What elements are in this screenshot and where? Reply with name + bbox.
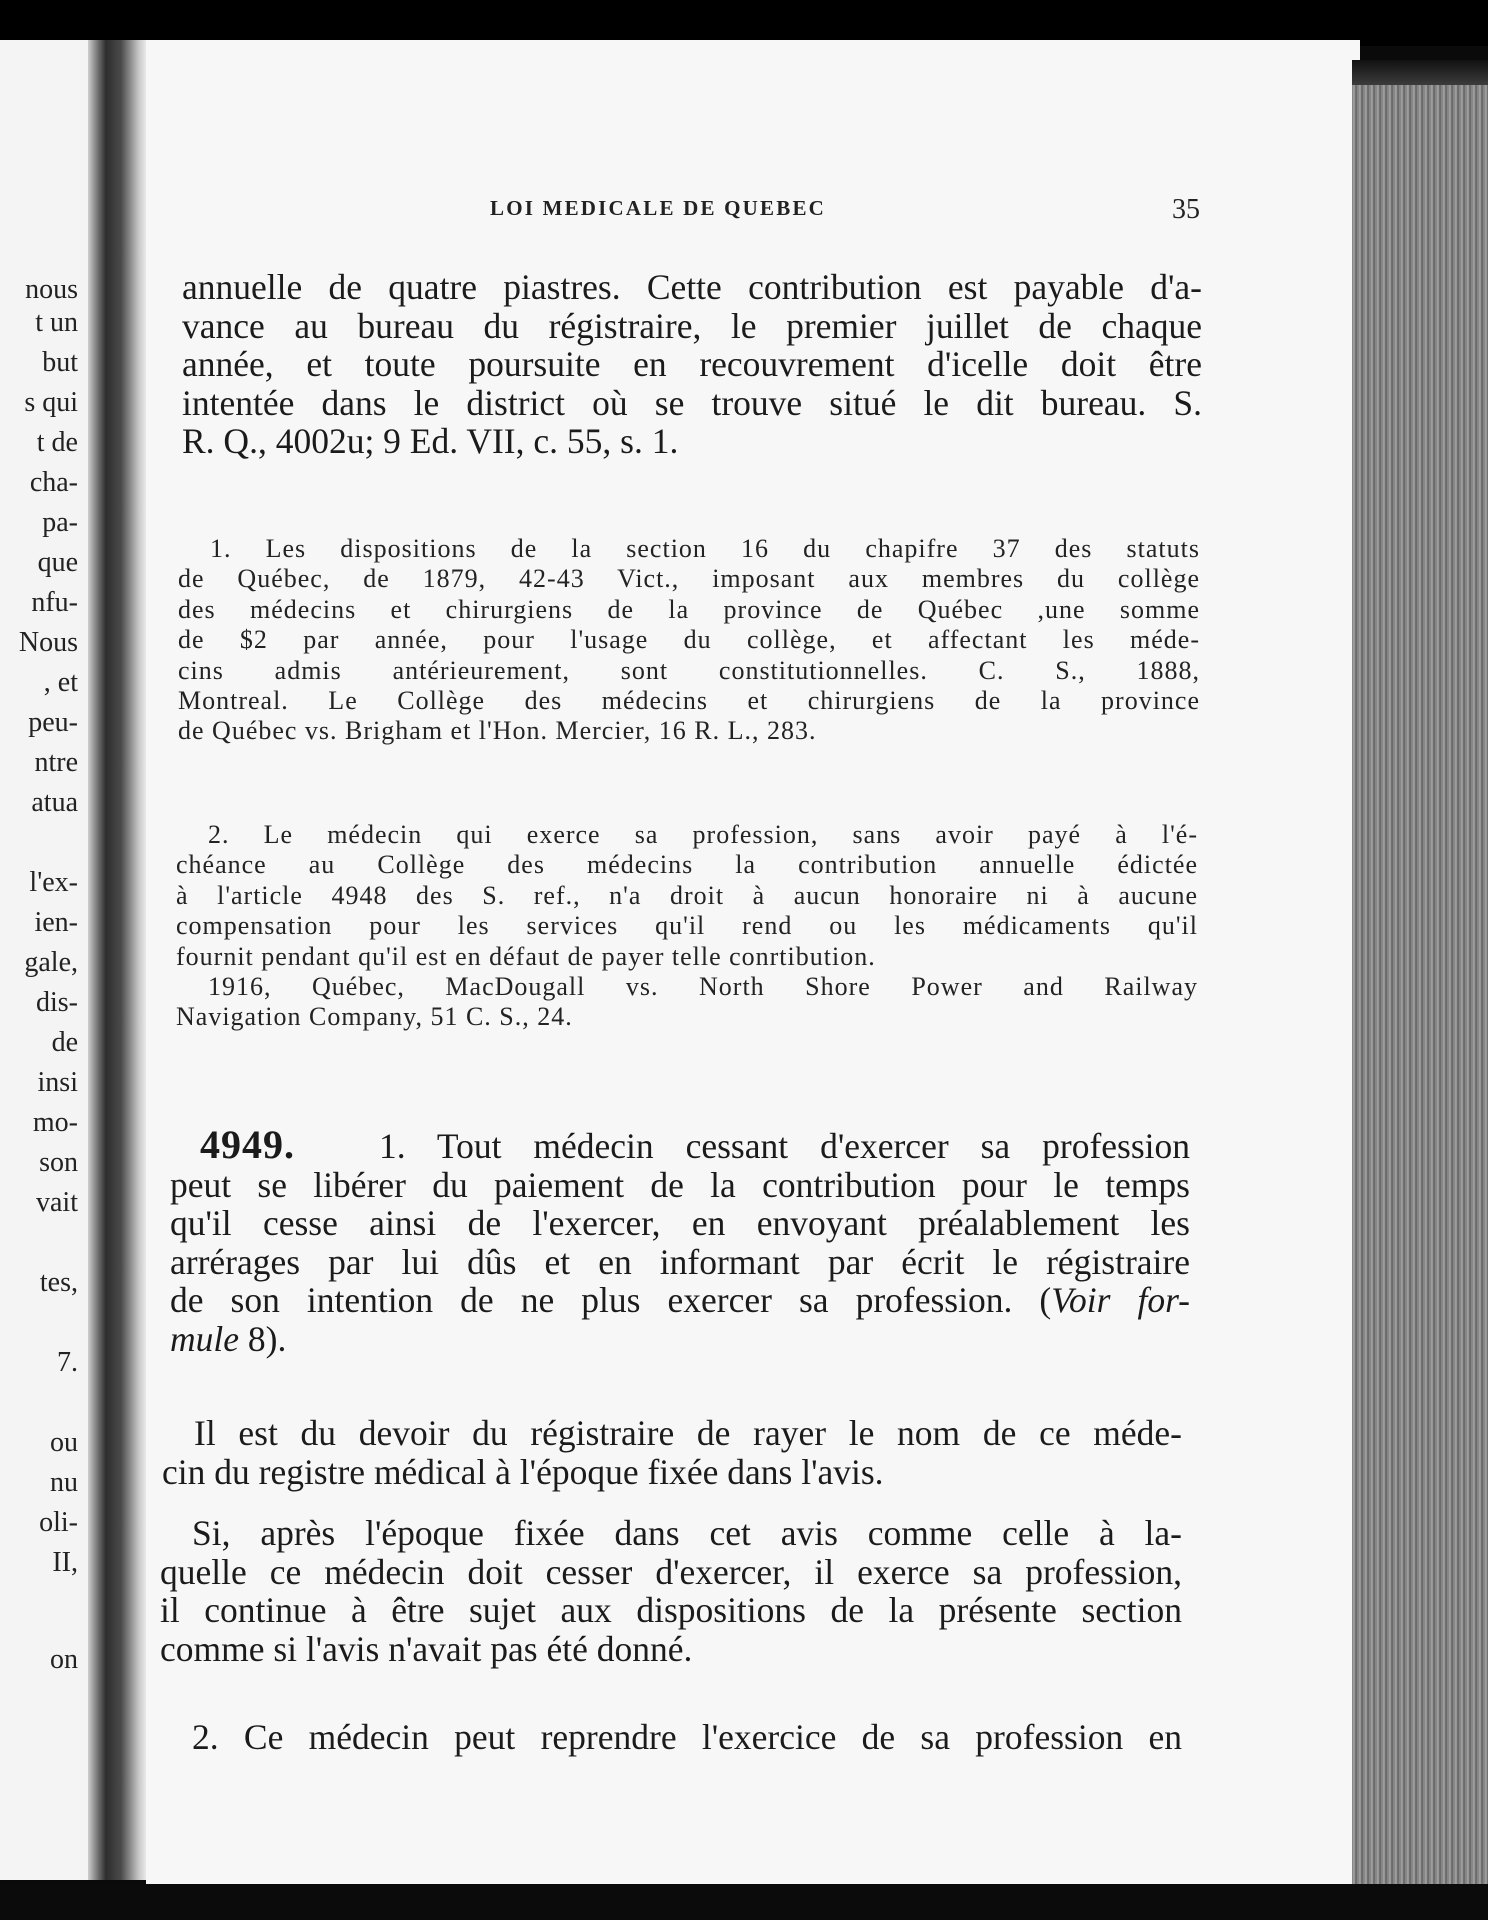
fragment: gale, bbox=[24, 947, 78, 978]
fragment: pa- bbox=[42, 507, 78, 538]
fragment: ien- bbox=[34, 907, 78, 938]
fragment: but bbox=[42, 347, 78, 378]
paragraph-continued bbox=[182, 268, 1202, 461]
text-line: quelle ce médecin doit cesser d'exercer, il exerce sa profession, bbox=[160, 1551, 1182, 1592]
text-line: cin du registre médical à l'époque fixée dans l'avis. bbox=[162, 1451, 884, 1492]
note-line: Montreal. Le Collège des médecins et chirurgiens de la province bbox=[178, 686, 1200, 716]
text-line bbox=[170, 1320, 1190, 1359]
fragment: insi bbox=[37, 1067, 78, 1098]
note-line: de $2 par année, pour l'usage du collège, et affectant les méde- bbox=[178, 625, 1200, 655]
note-line: 2. Le médecin qui exerce sa profession, sans avoir payé à l'é- bbox=[208, 820, 1198, 849]
note-line: Navigation Company, 51 C. S., 24. bbox=[176, 1002, 573, 1032]
fragment: peu- bbox=[28, 707, 78, 738]
fragment: ou bbox=[50, 1427, 78, 1458]
cross-reference: Voir for- bbox=[1051, 1280, 1190, 1320]
article-number: 4949. bbox=[200, 1122, 295, 1167]
article-first-line bbox=[170, 1122, 1191, 1167]
text-line: annuelle de quatre piastres. Cette contribution est payable d'a- bbox=[182, 267, 1202, 307]
fragment: t un bbox=[35, 307, 78, 338]
text-line: Si, après l'époque fixée dans cet avis comme celle à la- bbox=[192, 1513, 1182, 1553]
text-line: vance au bureau du régistraire, le premier juillet de chaque bbox=[182, 305, 1202, 346]
fragment: nfu- bbox=[31, 587, 78, 618]
note-line: cins admis antérieurement, sont constitutionnelles. C. S., 1888, bbox=[178, 655, 1200, 685]
facing-page-text-fragments bbox=[0, 40, 78, 1880]
fragment: mo- bbox=[32, 1107, 78, 1138]
fragment: oli- bbox=[39, 1507, 78, 1538]
page-number: 35 bbox=[1172, 194, 1200, 225]
fragment: tes, bbox=[39, 1267, 78, 1298]
text-fragment: de son intention de ne plus exercer sa profession. ( bbox=[170, 1280, 1052, 1320]
note-line: à l'article 4948 des S. ref., n'a droit à aucun honoraire ni à aucune bbox=[176, 880, 1198, 910]
fragment: , et bbox=[43, 667, 78, 698]
cross-reference: mule bbox=[170, 1318, 240, 1359]
text-line: Il est du devoir du régistraire de rayer le nom de ce méde- bbox=[194, 1413, 1182, 1453]
fragment: l'ex- bbox=[29, 867, 78, 898]
paragraph-4 bbox=[160, 1514, 1182, 1668]
article-4949 bbox=[170, 1122, 1191, 1359]
running-head: LOI MEDICALE DE QUEBEC bbox=[490, 196, 827, 220]
note-line: fournit pendant qu'il est en défaut de payer telle conrtibution. bbox=[176, 941, 876, 971]
fragment: son bbox=[39, 1147, 78, 1178]
paragraph-5 bbox=[160, 1718, 1182, 1757]
fragment: II, bbox=[52, 1547, 78, 1578]
fragment: nu bbox=[50, 1467, 78, 1498]
note-line: de Québec, de 1879, 42-43 Vict., imposant aux membres du collège bbox=[178, 564, 1200, 594]
fragment: vait bbox=[36, 1187, 78, 1218]
text-line: il continue à être sujet aux dispositions de la présente section bbox=[160, 1590, 1182, 1630]
paragraph-3 bbox=[162, 1414, 1182, 1491]
text-line: R. Q., 4002u; 9 Ed. VII, c. 55, s. 1. bbox=[182, 421, 679, 461]
text-line: intentée dans le district où se trouve situé le dit bureau. S. bbox=[182, 382, 1202, 423]
text-line: arrérages par lui dûs et en informant par écrit le régistraire bbox=[170, 1241, 1190, 1282]
fragment: dis- bbox=[36, 987, 78, 1018]
note-line: compensation pour les services qu'il rend ou les médicaments qu'il bbox=[176, 911, 1198, 941]
fragment: t de bbox=[36, 427, 78, 458]
text-line: qu'il cesse ainsi de l'exercer, en envoyant préalablement les bbox=[170, 1203, 1190, 1243]
fragment: on bbox=[50, 1644, 78, 1675]
note-line: des médecins et chirurgiens de la province de Québec ,une somme bbox=[178, 594, 1200, 624]
text-fragment: 8). bbox=[239, 1318, 287, 1359]
fragment: 7. bbox=[57, 1347, 78, 1378]
book-gutter bbox=[88, 40, 148, 1880]
fragment: nous bbox=[25, 274, 78, 305]
text-line bbox=[170, 1281, 1190, 1320]
text-line: année, et toute poursuite en recouvrement d'icelle doit être bbox=[182, 344, 1202, 384]
fragment: que bbox=[37, 547, 78, 578]
fragment: ntre bbox=[34, 747, 78, 778]
note-line: 1916, Québec, MacDougall vs. North Shore Power and Railway bbox=[208, 972, 1198, 1002]
fragment: cha- bbox=[29, 467, 78, 498]
fragment: atua bbox=[31, 787, 78, 818]
note-line: chéance au Collège des médecins la contribution annuelle édictée bbox=[176, 850, 1198, 880]
note-line: 1. Les dispositions de la section 16 du chapifre 37 des statuts bbox=[210, 534, 1200, 563]
fragment: de bbox=[51, 1027, 78, 1058]
text-fragment: 1. Tout médecin cessant d'exercer sa profession bbox=[378, 1126, 1191, 1166]
text-line: 2. Ce médecin peut reprendre l'exercice de sa profession en bbox=[192, 1717, 1182, 1757]
annotation-note-1 bbox=[178, 534, 1200, 747]
fragment: s qui bbox=[24, 387, 78, 418]
scan-border-bottom bbox=[0, 1884, 1488, 1920]
fragment: Nous bbox=[18, 627, 78, 658]
text-line: peut se libérer du paiement de la contribution pour le temps bbox=[170, 1164, 1190, 1205]
annotation-note-2 bbox=[176, 820, 1198, 1033]
page-edges bbox=[1352, 85, 1488, 1920]
text-line: comme si l'avis n'avait pas été donné. bbox=[160, 1628, 693, 1669]
note-line: de Québec vs. Brigham et l'Hon. Mercier, 16 R. L., 283. bbox=[178, 716, 817, 746]
